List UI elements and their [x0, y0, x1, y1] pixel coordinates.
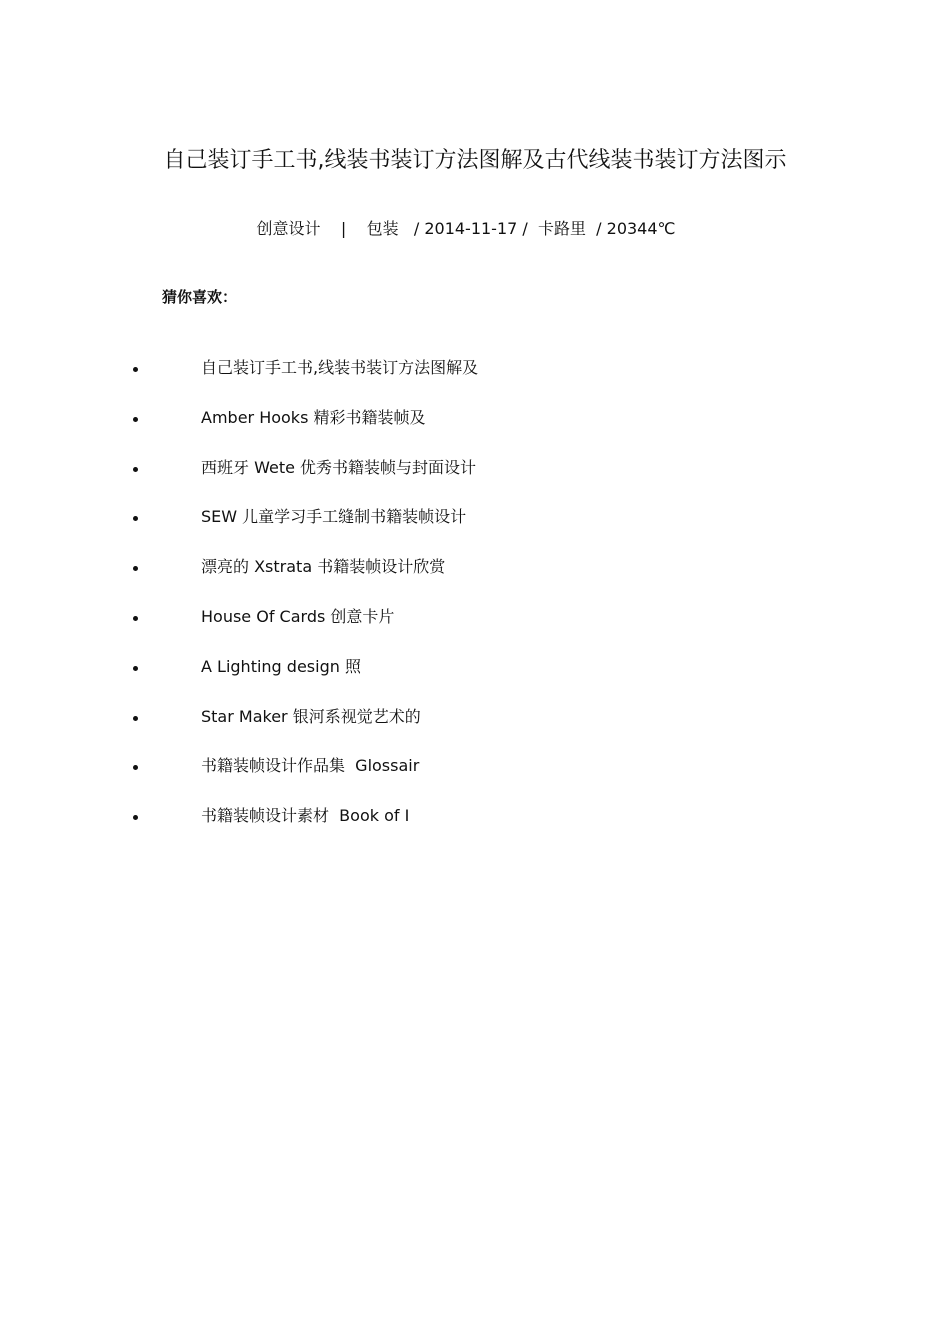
meta-spacer — [321, 219, 341, 238]
related-link[interactable]: 自己装订手工书,线装书装订方法图解及 — [201, 358, 479, 377]
related-link[interactable]: 书籍装帧设计素材 Book of I — [201, 806, 410, 826]
bullet-icon — [133, 367, 138, 372]
related-link[interactable]: 漂亮的 Xstrata 书籍装帧设计欣赏 — [201, 557, 446, 577]
meta-category-link[interactable]: 创意设计 — [256, 219, 321, 238]
meta-separator: | — [340, 219, 347, 238]
related-heading: 猜你喜欢： — [162, 288, 238, 306]
related-link[interactable]: SEW 儿童学习手工缝制书籍装帧设计 — [201, 507, 467, 527]
meta-spacer: / — [585, 219, 607, 238]
bullet-icon — [133, 716, 138, 721]
bullet-icon — [133, 417, 138, 422]
bullet-icon — [133, 516, 138, 521]
list-item — [0, 604, 950, 654]
related-link[interactable]: House Of Cards 创意卡片 — [201, 606, 395, 626]
list-item — [0, 504, 950, 554]
bullet-icon — [133, 815, 138, 820]
list-item — [0, 554, 950, 604]
list-item — [0, 704, 950, 754]
related-list — [0, 355, 950, 853]
bullet-icon — [133, 666, 138, 671]
list-item — [0, 753, 950, 803]
list-item — [0, 803, 950, 853]
list-item — [0, 405, 950, 455]
bullet-icon — [133, 616, 138, 621]
related-link[interactable]: 西班牙 Wete 优秀书籍装帧与封面设计 — [201, 457, 477, 477]
page-title: 自己装订手工书,线装书装订方法图解及古代线装书装订方法图示 — [163, 148, 787, 173]
bullet-icon — [133, 765, 138, 770]
bullet-icon — [133, 566, 138, 571]
meta-subcategory-link[interactable]: 包装 — [366, 219, 399, 238]
related-link[interactable]: Amber Hooks 精彩书籍装帧及 — [201, 407, 426, 427]
related-link[interactable]: A Lighting design 照 — [201, 656, 361, 676]
bullet-icon — [133, 467, 138, 472]
meta-author: 卡路里 — [537, 219, 586, 238]
meta-date: 2014-11-17 — [424, 219, 518, 238]
meta-spacer: / — [398, 219, 425, 238]
list-item — [0, 654, 950, 704]
related-link[interactable]: Star Maker 银河系视觉艺术的 — [201, 706, 421, 726]
article-meta — [0, 218, 932, 240]
list-item — [0, 355, 950, 405]
meta-spacer — [346, 219, 366, 238]
meta-views: 20344℃ — [606, 219, 676, 238]
related-link[interactable]: 书籍装帧设计作品集 Glossair — [201, 756, 420, 776]
meta-spacer: / — [517, 219, 538, 238]
list-item — [0, 455, 950, 505]
